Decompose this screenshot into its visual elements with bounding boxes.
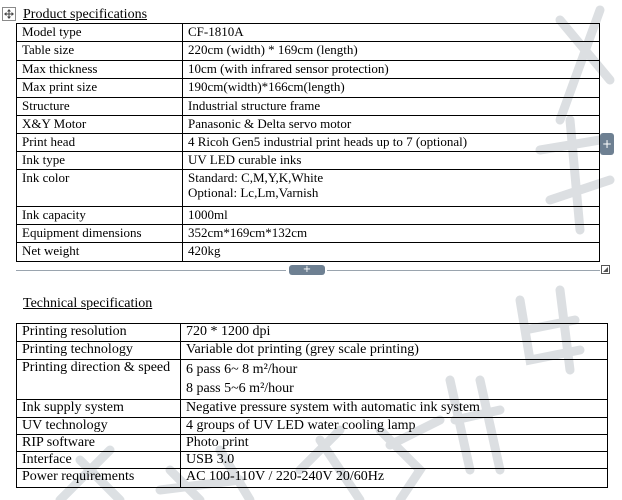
speed-6-pass: 6 pass 6~ 8 m²/hour bbox=[186, 362, 298, 377]
spec-label[interactable]: Table size bbox=[17, 42, 183, 61]
spec-value[interactable]: Panasonic & Delta servo motor bbox=[183, 116, 600, 134]
spec-value[interactable]: 720 * 1200 dpi bbox=[181, 324, 608, 342]
table-row bbox=[17, 342, 608, 360]
table-row bbox=[17, 324, 608, 342]
table-row bbox=[17, 418, 608, 435]
spec-label[interactable]: Interface bbox=[17, 452, 181, 469]
spec-value[interactable]: 220cm (width) * 169cm (length) bbox=[183, 42, 600, 61]
spec-value[interactable]: Variable dot printing (grey scale printing) bbox=[181, 342, 608, 360]
table-guide-line bbox=[16, 270, 286, 271]
ink-color-standard: Standard: C,M,Y,K,White bbox=[188, 170, 324, 185]
technical-specification-table bbox=[16, 323, 608, 488]
spec-label[interactable]: Ink capacity bbox=[17, 207, 183, 225]
table-row bbox=[17, 98, 600, 116]
spec-label[interactable]: Power requirements bbox=[17, 469, 181, 488]
spec-value[interactable]: Photo print bbox=[181, 435, 608, 452]
spec-value[interactable]: AC 100-110V / 220-240V 20/60Hz bbox=[181, 469, 608, 488]
spec-label[interactable]: Ink color bbox=[17, 170, 183, 207]
spec-label[interactable]: Net weight bbox=[17, 243, 183, 262]
spec-label[interactable]: Printing direction & speed bbox=[17, 360, 181, 400]
spec-label[interactable]: Print head bbox=[17, 134, 183, 152]
spec-label[interactable]: Max print size bbox=[17, 79, 183, 98]
spec-label[interactable]: RIP software bbox=[17, 435, 181, 452]
table-row bbox=[17, 61, 600, 79]
speed-8-pass: 8 pass 5~6 m²/hour bbox=[186, 381, 294, 396]
spec-value[interactable]: 190cm(width)*166cm(length) bbox=[183, 79, 600, 98]
spec-label[interactable]: UV technology bbox=[17, 418, 181, 435]
product-specifications-table bbox=[16, 23, 600, 262]
table-row bbox=[17, 116, 600, 134]
table-row bbox=[17, 435, 608, 452]
spec-label[interactable]: Printing technology bbox=[17, 342, 181, 360]
table-row bbox=[17, 225, 600, 243]
spec-value[interactable] bbox=[181, 360, 608, 400]
spec-label[interactable]: Ink type bbox=[17, 152, 183, 170]
table-guide-line bbox=[327, 270, 600, 271]
table-row bbox=[17, 24, 600, 42]
spec-label[interactable]: Model type bbox=[17, 24, 183, 42]
table-move-handle-icon[interactable] bbox=[2, 7, 16, 21]
spec-label[interactable]: Ink supply system bbox=[17, 400, 181, 418]
table-resize-handle-icon[interactable] bbox=[601, 265, 610, 274]
spec-label[interactable]: X&Y Motor bbox=[17, 116, 183, 134]
table-row bbox=[17, 469, 608, 488]
table-row bbox=[17, 360, 608, 400]
table-row bbox=[17, 243, 600, 262]
spec-value[interactable]: 10cm (with infrared sensor protection) bbox=[183, 61, 600, 79]
spec-label[interactable]: Printing resolution bbox=[17, 324, 181, 342]
spec-value[interactable]: CF-1810A bbox=[183, 24, 600, 42]
spec-value[interactable]: 4 Ricoh Gen5 industrial print heads up to 7 (optional) bbox=[183, 134, 600, 152]
spec-value[interactable]: USB 3.0 bbox=[181, 452, 608, 469]
technical-specification-title: Technical specification bbox=[23, 296, 153, 311]
product-specifications-title: Product specifications bbox=[23, 7, 148, 22]
add-row-button[interactable]: + bbox=[289, 265, 325, 275]
spec-label[interactable]: Max thickness bbox=[17, 61, 183, 79]
spec-value[interactable] bbox=[183, 170, 600, 207]
table-row bbox=[17, 170, 600, 207]
ink-color-optional: Optional: Lc,Lm,Varnish bbox=[188, 185, 319, 200]
spec-value[interactable]: 420kg bbox=[183, 243, 600, 262]
spec-value[interactable]: 352cm*169cm*132cm bbox=[183, 225, 600, 243]
table-row bbox=[17, 152, 600, 170]
spec-value[interactable]: 4 groups of UV LED water cooling lamp bbox=[181, 418, 608, 435]
add-column-button[interactable]: + bbox=[600, 133, 614, 155]
table-row bbox=[17, 134, 600, 152]
table-row bbox=[17, 42, 600, 61]
spec-value[interactable]: Industrial structure frame bbox=[183, 98, 600, 116]
spec-value[interactable]: 1000ml bbox=[183, 207, 600, 225]
spec-label[interactable]: Equipment dimensions bbox=[17, 225, 183, 243]
spec-value[interactable]: Negative pressure system with automatic ink system bbox=[181, 400, 608, 418]
spec-label[interactable]: Structure bbox=[17, 98, 183, 116]
spec-value[interactable]: UV LED curable inks bbox=[183, 152, 600, 170]
table-row bbox=[17, 400, 608, 418]
table-row bbox=[17, 452, 608, 469]
table-row bbox=[17, 79, 600, 98]
table-row bbox=[17, 207, 600, 225]
